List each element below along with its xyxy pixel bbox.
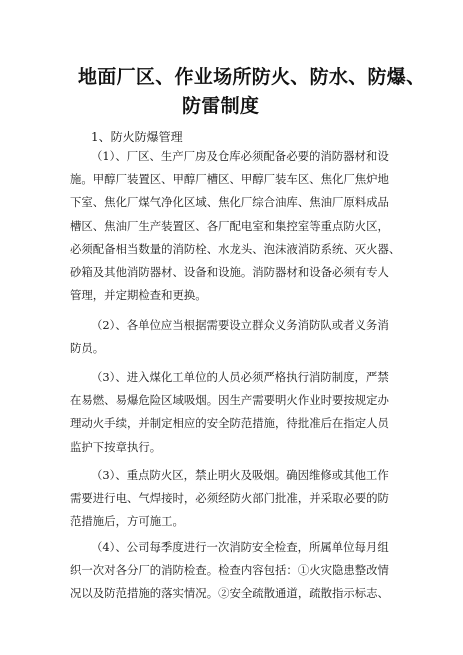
paragraph-line: 必须配备相当数量的消防栓、水龙头、泡沫液消防系统、灭火器、 — [70, 241, 400, 256]
paragraph-line: （2）、各单位应当根据需要设立群众义务消防队或者义务消 — [91, 318, 389, 332]
paragraph-line: （3）、重点防火区，禁止明火及吸烟。确因维修或其他工作 — [91, 468, 389, 482]
section-heading-fire-explosion: 1、防火防爆管理 — [91, 130, 183, 144]
paragraph-line: 施。甲醇厂装置区、甲醇厂槽区、甲醇厂装车区、焦化厂焦炉地 — [70, 172, 389, 187]
paragraph-2 — [70, 314, 400, 360]
paragraph-line: 理动火手续，并制定相应的安全防范措施，待批准后在指定人员 — [70, 416, 389, 431]
paragraph-line: 需要进行电、气焊接时，必须经防火部门批准，并采取必要的防 — [70, 491, 389, 506]
paragraph-line: 管理，并定期检查和更换。 — [70, 288, 207, 303]
document-title-line-1: 地面厂区、作业场所防火、防水、防爆、 — [78, 66, 426, 88]
paragraph-line: 在易燃、易爆危险区域吸烟。因生产需要明火作业时要按规定办 — [70, 393, 389, 408]
paragraph-line: 下室、焦化厂煤气净化区域、焦化厂综合油库、焦油厂原料成品 — [70, 195, 389, 210]
paragraph-line: 砂箱及其他消防器材、设备和设施。消防器材和设备必须有专人 — [70, 264, 389, 279]
paragraph-line: 监护下按章执行。 — [70, 439, 162, 454]
paragraph-4 — [70, 464, 400, 534]
document-title-line-2: 防雷制度 — [182, 95, 260, 117]
paragraph-3 — [70, 366, 400, 459]
paragraph-1 — [70, 145, 400, 307]
paragraph-line: 槽区、焦油厂生产装置区、各厂配电室和集控室等重点防火区， — [70, 218, 389, 233]
paragraph-5 — [70, 536, 400, 606]
paragraph-line: 织一次对各分厂的消防检查。检查内容包括：①火灾隐患整改情 — [70, 563, 389, 578]
paragraph-line: 防员。 — [70, 341, 105, 356]
paragraph-line: （1）、厂区、生产厂房及仓库必须配备必要的消防器材和设 — [91, 149, 389, 163]
paragraph-line: 范措施后，方可施工。 — [70, 514, 184, 529]
paragraph-line: （4）、公司每季度进行一次消防安全检查，所属单位每月组 — [91, 540, 389, 554]
paragraph-line: （3）、进入煤化工单位的人员必须严格执行消防制度，严禁 — [91, 370, 389, 384]
paragraph-line: 况以及防范措施的落实情况。②安全疏散通道，疏散指示标志、 — [70, 586, 389, 601]
